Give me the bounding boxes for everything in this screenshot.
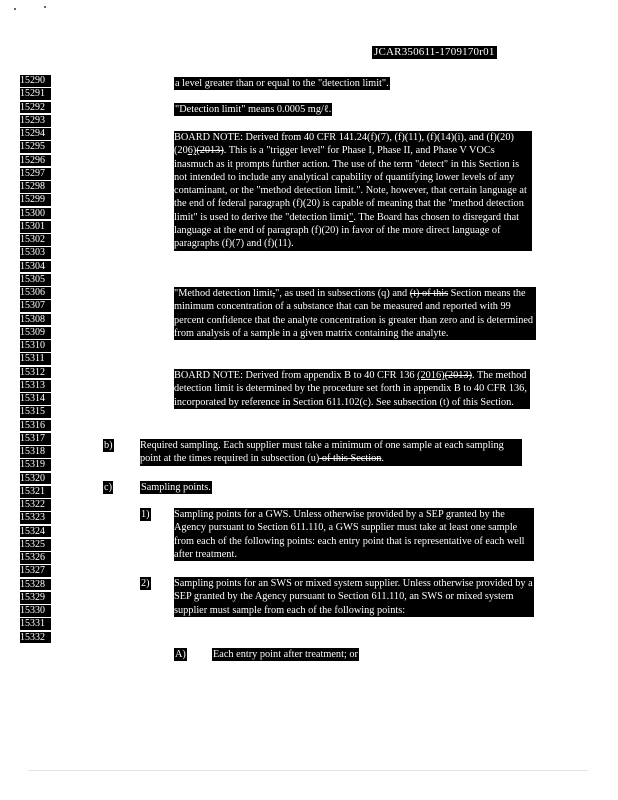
line-number: 15310 xyxy=(20,340,51,352)
subsection-b-label: b) xyxy=(104,440,113,451)
line-number: 15320 xyxy=(20,473,51,485)
line-number: 15297 xyxy=(20,168,51,180)
line-number: 15296 xyxy=(20,155,51,167)
subsection-c-heading: Sampling points. xyxy=(141,482,211,493)
note1-struck-year: (2013) xyxy=(196,145,224,157)
mdl-struck-comma: , xyxy=(272,288,276,299)
line-number: 15313 xyxy=(20,380,51,392)
subsection-c-label: c) xyxy=(104,482,112,493)
line-number: 15292 xyxy=(20,102,51,114)
item-2-text: Sampling points for an SWS or mixed system supplier. Unless otherwise provided by a SEP granted by the Agency pursuant to Section 611.110, an SWS or mixed system supplier must sample from each of the following points: xyxy=(174,578,533,616)
item-1-label: 1) xyxy=(141,509,150,520)
line-number: 15290 xyxy=(20,75,51,87)
item-A-text: Each entry point after treatment; or xyxy=(213,649,358,660)
line-number: 15301 xyxy=(20,221,51,233)
line-number: 15322 xyxy=(20,499,51,511)
mdl-struck-ref: (t) of this xyxy=(409,288,449,299)
line-number: 15294 xyxy=(20,128,51,140)
line-number: 15330 xyxy=(20,605,51,617)
definition-detection-limit: "Detection limit" means 0.0005 mg/ℓ. xyxy=(175,104,332,115)
item-A-label: A) xyxy=(175,649,186,660)
text-line-15290: a level greater than or equal to the "detection limit". xyxy=(175,78,389,89)
board-note-method-detection-limit xyxy=(174,369,530,409)
line-number: 15327 xyxy=(20,565,51,577)
note2-struck-year: (2013) xyxy=(444,370,473,381)
note1-inserted-year: 6) xyxy=(187,145,197,157)
line-number: 15293 xyxy=(20,115,51,127)
line-number: 15298 xyxy=(20,181,51,193)
note2-text-a: BOARD NOTE: Derived from appendix B to 40 CFR 136 xyxy=(174,370,418,381)
line-number: 15309 xyxy=(20,327,51,339)
note2-text-d: . The method detection limit is determined by the procedure set forth in appendix B to 40 CFR 136, incorporated by reference in Section 611.102(c). See subsection (t) of this Section. xyxy=(174,370,527,408)
note1-text-f: . The Board has chosen to disregard that language at the end of paragraph (f)(20) in favor of the more direct language of paragraphs (f)(7) and (f)(11). xyxy=(174,211,520,250)
line-number: 15295 xyxy=(20,141,51,153)
line-number: 15305 xyxy=(20,274,51,286)
line-number: 15329 xyxy=(20,592,51,604)
subsection-b-text xyxy=(140,439,522,466)
line-number: 15332 xyxy=(20,632,51,644)
line-number: 15303 xyxy=(20,247,51,259)
line-number: 15315 xyxy=(20,406,51,418)
line-number: 15316 xyxy=(20,420,51,432)
line-number: 15318 xyxy=(20,446,51,458)
line-number: 15328 xyxy=(20,579,51,591)
mdl-term: "Method detection limit xyxy=(174,288,273,299)
line-number: 15326 xyxy=(20,552,51,564)
b-struck-text: of this Section xyxy=(319,453,382,465)
line-number: 15324 xyxy=(20,526,51,538)
line-number: 15306 xyxy=(20,287,51,299)
line-number: 15304 xyxy=(20,261,51,273)
item-1-text: Sampling points for a GWS. Unless otherwise provided by a SEP granted by the Agency pursuant to Section 611.110, a GWS supplier must take at least one sample from each of the following points: each entry point that is representative of each well after treatment. xyxy=(174,508,534,561)
line-number: 15300 xyxy=(20,208,51,220)
scan-speck xyxy=(44,6,46,8)
note1-text-d: . This is a "trigger level" for Phase I, Phase II, and Phase V VOCs inasmuch as it prompts further action. The use of the term "detect" in this Section is not intended to include any analytical capability of quantifying lower levels of any contaminant, or the "method detection limit.". Note, however, that certain language at the end of federal paragraph (f)(20) is capable of meaning that the "method detection limit" is used to derive the "detection limit xyxy=(174,145,527,223)
line-number: 15299 xyxy=(20,194,51,206)
line-number: 15312 xyxy=(20,367,51,379)
definition-method-detection-limit xyxy=(174,287,536,340)
line-number: 15331 xyxy=(20,618,51,630)
line-number: 15302 xyxy=(20,234,51,246)
board-note-detection-limit xyxy=(174,131,532,251)
line-number: 15314 xyxy=(20,393,51,405)
item-2-label: 2) xyxy=(141,578,150,589)
line-number: 15291 xyxy=(20,88,51,100)
b-text-c: . xyxy=(381,453,384,465)
line-number: 15323 xyxy=(20,512,51,524)
note1-text-a: BOARD NOTE: Derived from 40 CFR 141.24(f)(7), (f)(11), (f)(14)(i), and (f)(20) (20 xyxy=(174,132,514,157)
line-number: 15311 xyxy=(20,353,51,365)
line-number: 15308 xyxy=(20,314,51,326)
scan-speck xyxy=(14,8,16,10)
mdl-text-e: Section means the minimum concentration of a substance that can be measured and reported with 99 percent confidence that the analyte concentration is greater than zero and is determined from analysis of a sample in a given matrix containing the analyte. xyxy=(174,288,534,339)
note2-inserted-year: (2016) xyxy=(417,370,445,381)
line-number: 15317 xyxy=(20,433,51,445)
b-text-a: Required sampling. Each supplier must take a minimum of one sample at each sampling point at the times required in subsection (u) xyxy=(140,440,504,465)
line-number: 15321 xyxy=(20,486,51,498)
line-number: 15319 xyxy=(20,459,51,471)
line-number: 15307 xyxy=(20,300,51,312)
note1-inserted-quote: " xyxy=(349,211,354,223)
document-code-header: JCAR350611-1709170r01 xyxy=(374,46,495,58)
line-number: 15325 xyxy=(20,539,51,551)
mdl-text-c: ", as used in subsections (q) and xyxy=(275,288,410,299)
page-bottom-rule xyxy=(28,770,588,771)
